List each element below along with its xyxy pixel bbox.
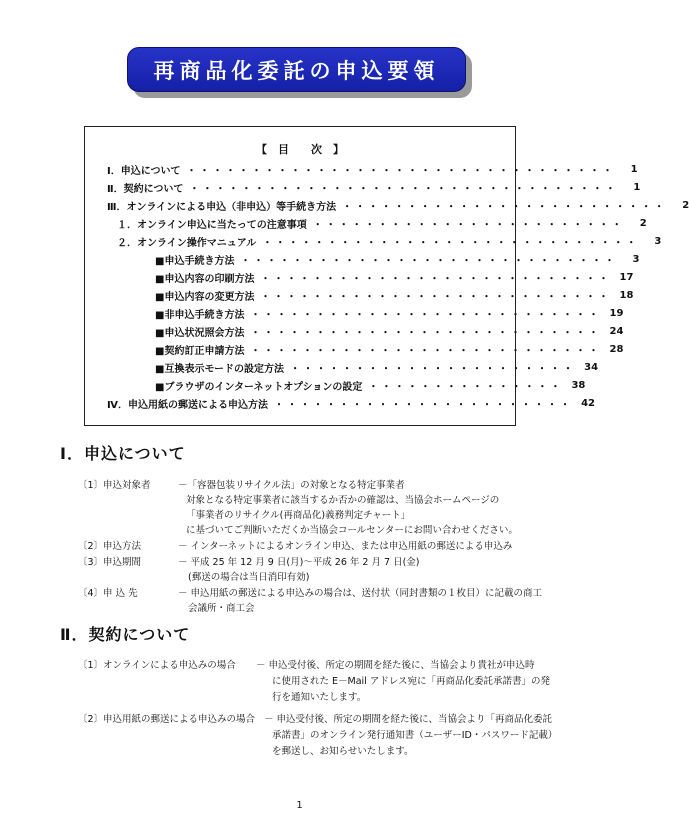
toc-label: ■互換表示モードの設定方法 [155, 363, 285, 375]
toc-leader: ・・・・・・・・・・・・・・・・・・・・・・・ [274, 399, 573, 411]
toc-page: 18 [619, 289, 634, 301]
toc-leader: ・・・・・・・・・・・・・・・ [368, 381, 564, 393]
item-label: 〔1〕申込対象者 [78, 480, 151, 491]
page-number: 1 [296, 800, 303, 811]
table-of-contents [84, 126, 689, 426]
toc-label: ■申込内容の印刷方法 [155, 273, 255, 285]
toc-page: 38 [571, 379, 586, 391]
toc-leader: ・・・・・・・・・・・・・・・・・・・・・・・・・・・ [250, 309, 602, 321]
toc-row[interactable] [155, 251, 640, 267]
toc-row[interactable] [107, 197, 689, 213]
toc-label: ■申込内容の変更方法 [155, 291, 255, 303]
item-text: 「事業者のリサイクル(再商品化)義務判定チャート」 [186, 510, 411, 521]
toc-label: ■申込手続き方法 [155, 255, 235, 267]
toc-header: 【 目 次 】 [256, 143, 344, 156]
toc-row[interactable] [155, 287, 634, 303]
toc-page: 1 [633, 181, 641, 193]
item-text: －「容器包装リサイクル法」の対象となる特定事業者 [178, 480, 405, 491]
document-title: 再商品化委託の申込要領 [127, 47, 466, 92]
toc-label: Ⅲ．オンラインによる申込（非申込）等手続き方法 [107, 201, 337, 213]
toc-leader: ・・・・・・・・・・・・・・・・・・・・・・・・・・・ [260, 273, 612, 285]
toc-row[interactable] [155, 305, 624, 321]
item-text: － 申込受付後、所定の期間を経た後に、当協会より「再商品化委託 [264, 714, 553, 725]
toc-label: Ⅳ．申込用紙の郵送による申込方法 [107, 399, 268, 411]
toc-leader: ・・・・・・・・・・・・・・・・・・・・・・・・・・・・・ [262, 237, 640, 249]
toc-row[interactable] [155, 269, 634, 285]
item-label: 〔1〕オンラインによる申込みの場合 [78, 660, 236, 671]
item-label: 〔4〕申 込 先 [78, 588, 138, 599]
title-banner [127, 47, 472, 98]
toc-row[interactable] [155, 377, 586, 393]
toc-row[interactable] [155, 341, 624, 357]
item-label: 〔2〕申込用紙の郵送による申込みの場合 [78, 714, 256, 725]
toc-page: 42 [581, 397, 595, 409]
toc-page: 2 [682, 199, 689, 211]
toc-row[interactable] [117, 233, 662, 249]
toc-leader: ・・・・・・・・・・・・・・・・・・・・・・・・・・・・・ [240, 255, 618, 267]
item-text: 対象となる特定事業者に該当するか否かの確認は、当協会ホームページの [186, 495, 500, 506]
toc-page: 1 [630, 163, 638, 175]
toc-page: 34 [584, 361, 599, 373]
item-text: － インターネットによるオンライン申込、または申込用紙の郵送による申込み [178, 541, 513, 552]
toc-row[interactable] [107, 161, 638, 177]
toc-page: 3 [632, 253, 640, 265]
toc-row[interactable] [155, 323, 624, 339]
item-text: 会議所・商工会 [188, 603, 255, 614]
toc-label: Ⅰ．申込について [107, 165, 181, 177]
toc-row[interactable] [107, 395, 595, 411]
item-text: 行を通知いたします。 [272, 692, 367, 703]
toc-page: 2 [639, 217, 647, 229]
toc-label: ■ブラウザのインターネットオプションの設定 [155, 381, 363, 393]
item-text: － 平成 25 年 12 月 9 日(月)～平成 26 年 2 月 7 日(金) [178, 557, 420, 568]
toc-leader: ・・・・・・・・・・・・・・・・・・・・・・・・・・・ [260, 291, 612, 303]
toc-page: 17 [619, 271, 634, 283]
toc-leader: ・・・・・・・・・・・・・・・・・・・・・・・・・ [342, 201, 668, 213]
toc-leader: ・・・・・・・・・・・・・・・・・・・・・・ [290, 363, 577, 375]
toc-label: ■申込状況照会方法 [155, 327, 245, 339]
toc-leader: ・・・・・・・・・・・・・・・・・・・・・・・・・・・ [250, 327, 602, 339]
toc-row[interactable] [117, 215, 647, 231]
toc-label: ■契約訂正申請方法 [155, 345, 245, 357]
toc-page: 24 [609, 325, 624, 337]
item-text: を郵送し、お知らせいたします。 [272, 746, 414, 757]
toc-row[interactable] [107, 179, 641, 195]
toc-label: Ⅱ．契約について [107, 183, 184, 195]
item-label: 〔2〕申込方法 [78, 541, 142, 552]
toc-leader: ・・・・・・・・・・・・・・・・・・・・・・・・・・・ [250, 345, 602, 357]
item-text: に使用された E－Mail アドレス宛に「再商品化委託承諾書」の発 [272, 676, 551, 687]
toc-row[interactable] [155, 359, 599, 375]
toc-leader: ・・・・・・・・・・・・・・・・・・・・・・・・・・・・・・・・・ [186, 165, 616, 177]
section-heading: Ⅰ．申込について [60, 444, 186, 463]
section-heading: Ⅱ．契約について [60, 625, 191, 644]
toc-label: ２．オンライン操作マニュアル [117, 237, 257, 249]
toc-page: 19 [609, 307, 624, 319]
item-label: 〔3〕申込期間 [78, 557, 142, 568]
toc-label: １．オンライン申込に当たっての注意事項 [117, 219, 307, 231]
toc-page: 3 [654, 235, 662, 247]
item-text: － 申込用紙の郵送による申込みの場合は、送付状（同封書類の１枚目）に記載の商工 [178, 588, 543, 599]
item-text: (郵送の場合は当日消印有効) [188, 572, 310, 583]
toc-leader: ・・・・・・・・・・・・・・・・・・・・・・・・ [312, 219, 625, 231]
toc-leader: ・・・・・・・・・・・・・・・・・・・・・・・・・・・・・・・・・ [189, 183, 619, 195]
item-text: － 申込受付後、所定の期間を経た後に、当協会より貴社が申込時 [256, 660, 535, 671]
toc-label: ■非申込手続き方法 [155, 309, 245, 321]
item-text: に基づいてご判断いただくか当協会コールセンターにお問い合わせください。 [186, 525, 518, 536]
toc-page: 28 [609, 343, 624, 355]
item-text: 承諾書」のオンライン発行通知書（ユーザーID・パスワード記載） [272, 730, 558, 741]
